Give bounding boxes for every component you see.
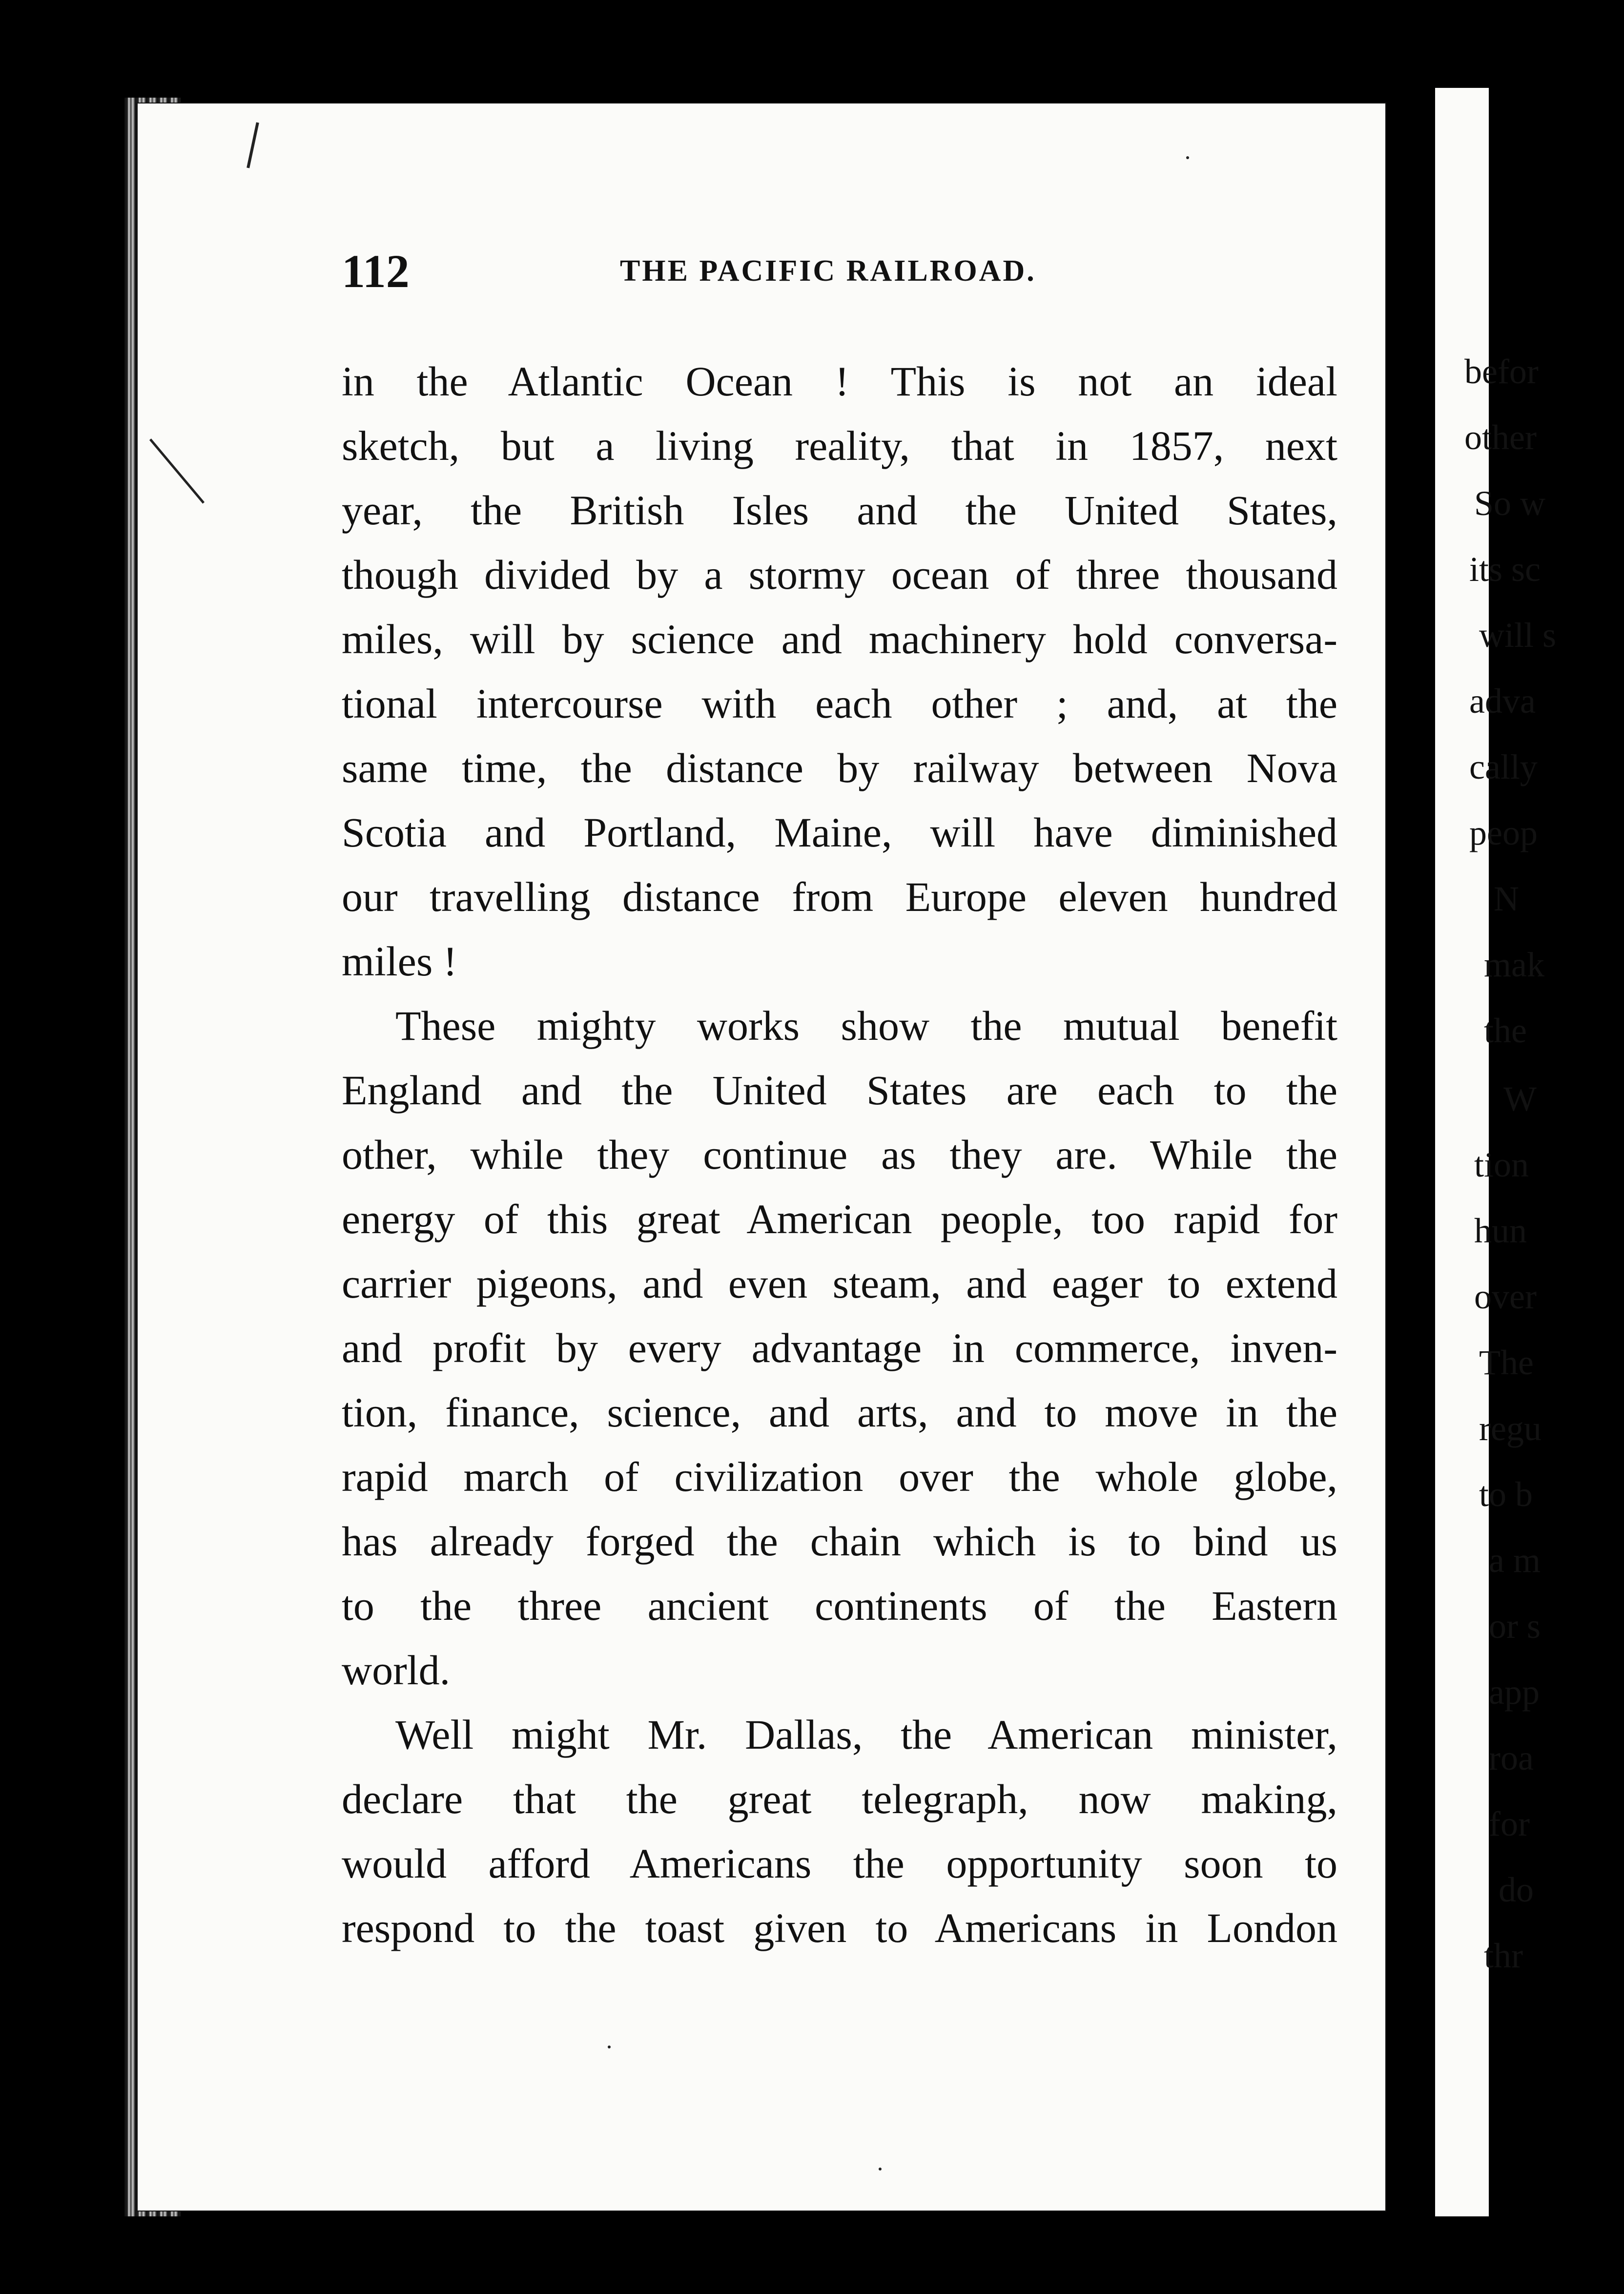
text-line: has already forged the chain which is to bind us [342,1518,1337,1565]
facing-page-line: regu [1479,1409,1542,1448]
facing-page-line: befor [1464,352,1539,391]
text-line: would afford Americans the opportunity soon to [342,1840,1337,1887]
scan-speck [879,2168,882,2170]
text-line: our travelling distance from Europe eleven hundred [342,873,1337,920]
text-line: miles, will by science and machinery hold conversa- [342,616,1337,662]
text-line: tion, finance, science, and arts, and to move in the [342,1389,1337,1436]
facing-page-line: will s [1479,616,1557,655]
facing-page-line: W [1503,1079,1537,1118]
text-line: rapid march of civilization over the whole globe, [342,1453,1337,1500]
facing-page-line: a m [1489,1541,1541,1580]
text-line: declare that the great telegraph, now making, [342,1776,1337,1822]
text-line: in the Atlantic Ocean ! This is not an ideal [342,358,1337,405]
running-head: THE PACIFIC RAILROAD. [620,254,1036,288]
facing-page-line: its sc [1469,550,1541,589]
facing-page-line: mak [1484,945,1544,984]
facing-page-line: adva [1469,682,1536,721]
text-line: and profit by every advantage in commerce, inven- [342,1324,1337,1371]
facing-page-line: app [1489,1673,1540,1712]
facing-page-line: The [1479,1343,1534,1382]
facing-page-line: So w [1474,484,1546,523]
text-line: though divided by a stormy ocean of three thousand [342,551,1337,598]
text-line: world. [342,1647,451,1694]
page-number: 112 [342,245,410,297]
facing-page-line: hun [1474,1211,1527,1250]
text-line: Scotia and Portland, Maine, will have diminished [342,809,1337,856]
facing-page-line: N [1494,879,1519,918]
scan-speck [608,2046,611,2048]
paragraph-1 [342,349,1337,993]
facing-page-line: peop [1469,813,1538,852]
facing-page-line: over [1474,1277,1537,1316]
facing-page-line: tion [1474,1145,1529,1184]
paragraph-3 [342,1702,1337,1960]
text-line: England and the United States are each to the [342,1067,1337,1114]
facing-page-line: cally [1469,747,1538,786]
facing-page-line: to b [1479,1475,1533,1514]
scan-speck [1186,156,1189,159]
facing-page-line: roa [1489,1738,1534,1777]
facing-page-line: or s [1489,1607,1541,1646]
text-line: energy of this great American people, too rapid for [342,1196,1337,1242]
facing-page-line: do [1499,1870,1534,1909]
facing-page [1435,88,1582,2216]
facing-page-line: for [1489,1804,1530,1843]
text-line: Well might Mr. Dallas, the American minister, [395,1711,1337,1758]
text-line: other, while they continue as they are. While the [342,1131,1337,1178]
facing-page-line: other [1464,418,1537,457]
text-line: to the three ancient continents of the Eastern [342,1582,1337,1629]
text-line: carrier pigeons, and even steam, and eager to extend [342,1260,1337,1307]
text-line: year, the British Isles and the United States, [342,487,1337,534]
text-line: These mighty works show the mutual benefit [395,1002,1337,1049]
text-line: miles ! [342,938,457,985]
paragraph-2 [342,993,1337,1702]
text-line: sketch, but a living reality, that in 1857, next [342,422,1337,469]
page-header [342,244,1342,298]
text-line: respond to the toast given to Americans in London [342,1904,1337,1951]
body-text [342,349,1337,1960]
text-line: tional intercourse with each other ; and, at the [342,680,1337,727]
facing-page-line: thr [1484,1936,1523,1975]
text-line: same time, the distance by railway between Nova [342,744,1337,791]
facing-page-line: the [1484,1011,1527,1050]
